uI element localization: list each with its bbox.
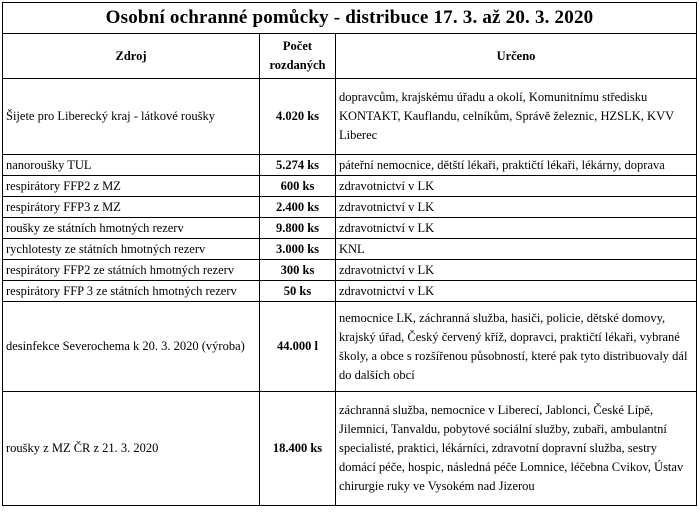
- row-purpose: zdravotnictví v LK: [336, 176, 697, 197]
- row-amount: 5.274 ks: [260, 155, 336, 176]
- row-amount: 44.000 l: [260, 302, 336, 392]
- row-source: respirátory FFP 3 ze státních hmotných rezerv: [3, 281, 260, 302]
- row-source: roušky ze státních hmotných rezerv: [3, 218, 260, 239]
- row-amount: 9.800 ks: [260, 218, 336, 239]
- row-source: nanoroušky TUL: [3, 155, 260, 176]
- header-count-line1: Počet: [282, 39, 313, 53]
- header-row: [3, 34, 697, 79]
- header-purpose: Určeno: [336, 34, 697, 79]
- row-amount: 3.000 ks: [260, 239, 336, 260]
- table-row: [3, 218, 697, 239]
- row-amount: 50 ks: [260, 281, 336, 302]
- header-count: [260, 34, 336, 79]
- row-purpose: zdravotnictví v LK: [336, 281, 697, 302]
- distribution-table: [2, 2, 697, 506]
- table-row: [3, 79, 697, 155]
- row-purpose: KNL: [336, 239, 697, 260]
- table-row: [3, 239, 697, 260]
- row-purpose: zdravotnictví v LK: [336, 218, 697, 239]
- row-purpose: zdravotnictví v LK: [336, 260, 697, 281]
- table-row: [3, 197, 697, 218]
- row-purpose: záchranná služba, nemocnice v Liberecí, Jablonci, České Lípě, Jilemnici, Tanvaldu, pobytové sociální služby, zubaři, ambulantní specialisté, praktici, lékárníci, zdravotní dopravní služba, sestry domácí péče, hospic, následná péče Lomnice, léčebna Cvikov, Ústav chirurgie ruky ve Vysokém nad Jizerou: [336, 392, 697, 506]
- row-source: roušky z MZ ČR z 21. 3. 2020: [3, 392, 260, 506]
- table-row: [3, 392, 697, 506]
- table-row: [3, 176, 697, 197]
- row-purpose: páteřní nemocnice, dětští lékaři, praktičtí lékaři, lékárny, doprava: [336, 155, 697, 176]
- row-source: respirátory FFP2 ze státních hmotných rezerv: [3, 260, 260, 281]
- row-amount: 4.020 ks: [260, 79, 336, 155]
- row-amount: 600 ks: [260, 176, 336, 197]
- row-purpose: nemocnice LK, záchranná služba, hasiči, policie, dětské domovy, krajský úřad, Český červený kříž, dopravci, praktičtí lékaři, vybrané školy, a obce s rozšířenou působností, které pak tyto distribuovaly dál do dalších obcí: [336, 302, 697, 392]
- row-source: Šijete pro Liberecký kraj - látkové roušky: [3, 79, 260, 155]
- table-row: [3, 155, 697, 176]
- table-row: [3, 281, 697, 302]
- row-source: desinfekce Severochema k 20. 3. 2020 (výroba): [3, 302, 260, 392]
- title-row: [3, 3, 697, 34]
- table-row: [3, 260, 697, 281]
- row-amount: 300 ks: [260, 260, 336, 281]
- row-purpose: dopravcům, krajskému úřadu a okolí, Komunitnímu středisku KONTAKT, Kauflandu, celníkům, Správě železnic, HZSLK, KVV Liberec: [336, 79, 697, 155]
- row-source: respirátory FFP2 z MZ: [3, 176, 260, 197]
- header-source: Zdroj: [3, 34, 260, 79]
- row-amount: 2.400 ks: [260, 197, 336, 218]
- table-row: [3, 302, 697, 392]
- row-source: respirátory FFP3 z MZ: [3, 197, 260, 218]
- header-count-line2: rozdaných: [269, 58, 326, 72]
- row-source: rychlotesty ze státních hmotných rezerv: [3, 239, 260, 260]
- distribution-sheet: [2, 2, 696, 506]
- row-amount: 18.400 ks: [260, 392, 336, 506]
- table-title: Osobní ochranné pomůcky - distribuce 17. 3. až 20. 3. 2020: [3, 3, 697, 34]
- row-purpose: zdravotnictví v LK: [336, 197, 697, 218]
